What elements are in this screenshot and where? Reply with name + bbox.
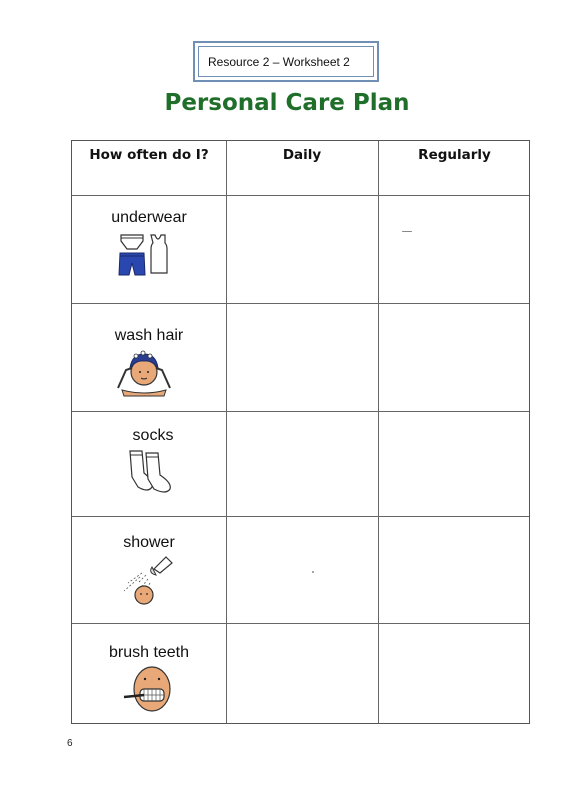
column-divider bbox=[226, 141, 227, 723]
activity-label-underwear: underwear bbox=[111, 209, 187, 226]
shower-icon bbox=[116, 553, 180, 605]
activity-label-shower: shower bbox=[123, 534, 175, 551]
page-title: Personal Care Plan bbox=[164, 90, 410, 116]
scan-mark bbox=[402, 231, 412, 232]
resource-label: Resource 2 – Worksheet 2 bbox=[208, 54, 350, 69]
row-divider bbox=[72, 516, 529, 517]
activity-label-brush-teeth: brush teeth bbox=[108, 644, 190, 661]
column-header-daily: Daily bbox=[282, 147, 322, 163]
underwear-icon bbox=[109, 231, 175, 279]
resource-label-box bbox=[193, 41, 379, 82]
page-number: 6 bbox=[67, 738, 73, 749]
activity-label-wash-hair: wash hair bbox=[114, 327, 184, 344]
socks-icon bbox=[124, 447, 184, 495]
brush-teeth-icon bbox=[122, 665, 178, 717]
column-header-regularly: Regularly bbox=[418, 147, 491, 163]
row-divider bbox=[72, 411, 529, 412]
care-plan-table bbox=[71, 140, 530, 724]
scan-mark bbox=[312, 571, 314, 573]
column-header-how-often: How often do I? bbox=[89, 147, 209, 163]
row-divider bbox=[72, 303, 529, 304]
row-divider bbox=[72, 195, 529, 196]
column-divider bbox=[378, 141, 379, 723]
wash-hair-icon bbox=[112, 348, 176, 398]
activity-label-socks: socks bbox=[132, 427, 174, 444]
row-divider bbox=[72, 623, 529, 624]
